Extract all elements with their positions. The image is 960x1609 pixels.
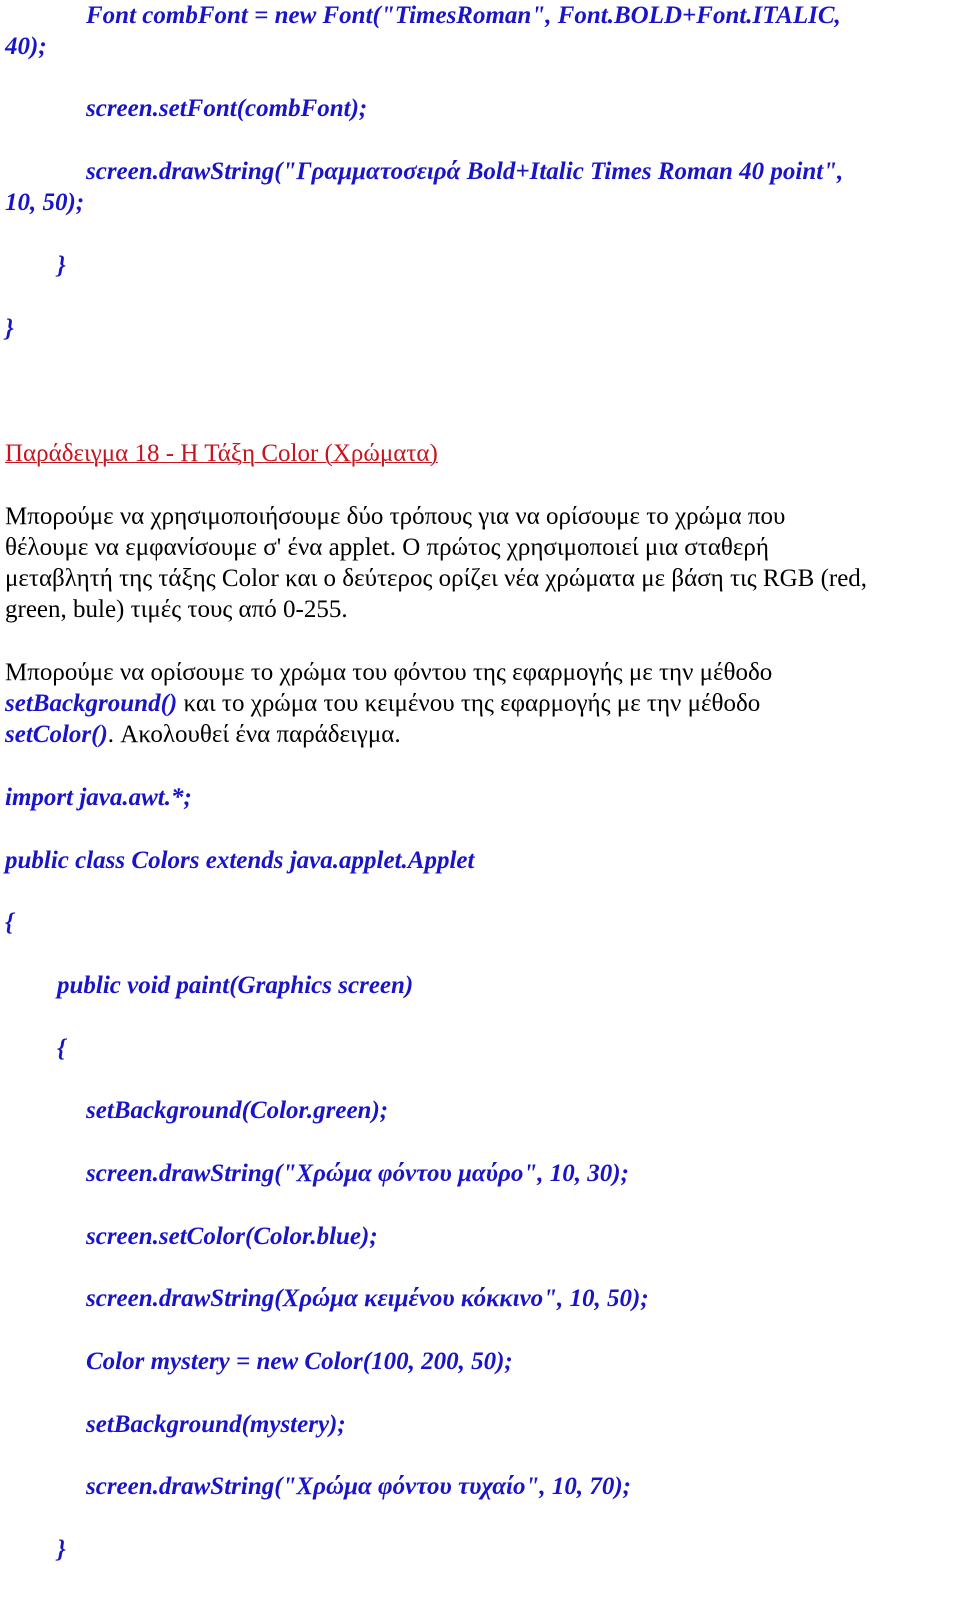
code-line: import java.awt.*;: [5, 784, 192, 811]
code-line: screen.drawString("Χρώμα φόντου τυχαίο", 10, 70);: [86, 1473, 632, 1500]
code-line: screen.drawString("Χρώμα φόντου μαύρο", 10, 30);: [86, 1160, 629, 1187]
code-line: screen.setFont(combFont);: [86, 95, 368, 122]
paragraph-line: μεταβλητή της τάξης Color και ο δεύτερος ορίζει νέα χρώματα με βάση τις RGB (red,: [5, 565, 868, 592]
code-line: setBackground(Color.green);: [86, 1097, 389, 1124]
paragraph-line: θέλουμε να εμφανίσουμε σ' ένα applet. Ο πρώτος χρησιμοποιεί μια σταθερή: [5, 534, 769, 561]
paragraph-line: [5, 688, 760, 719]
code-closing-brace: }: [57, 252, 66, 279]
method-name: setBackground(): [5, 690, 178, 717]
paragraph-line: Μπορούμε να χρησιμοποιήσουμε δύο τρόπους για να ορίσουμε το χρώμα που: [5, 503, 786, 530]
code-line: screen.drawString("Γραμματοσειρά Bold+Italic Times Roman 40 point",: [86, 158, 844, 185]
paragraph-line: Μπορούμε να ορίσουμε το χρώμα του φόντου της εφαρμογής με την μέθοδο: [5, 659, 773, 686]
paragraph-text: και το χρώμα του κειμένου της εφαρμογής με την μέθοδο: [177, 690, 761, 717]
code-line: 40);: [5, 33, 47, 60]
code-line: screen.drawString(Χρώμα κειμένου κόκκινο", 10, 50);: [86, 1285, 649, 1312]
code-closing-brace: }: [57, 1536, 66, 1563]
code-line: screen.setColor(Color.blue);: [86, 1223, 378, 1250]
code-line: setBackground(mystery);: [86, 1411, 346, 1438]
paragraph-line: green, bule) τιμές τους από 0-255.: [5, 596, 348, 623]
code-line: Color mystery = new Color(100, 200, 50);: [86, 1348, 513, 1375]
code-line: public class Colors extends java.applet.Applet: [5, 847, 475, 874]
code-opening-brace: {: [5, 909, 14, 936]
code-line: public void paint(Graphics screen): [57, 972, 414, 999]
code-opening-brace: {: [57, 1035, 66, 1062]
code-closing-brace: }: [5, 315, 14, 342]
paragraph-line: [5, 719, 401, 750]
paragraph-text: . Ακολουθεί ένα παράδειγμα.: [107, 721, 401, 748]
code-line: 10, 50);: [5, 189, 85, 216]
method-name: setColor(): [5, 721, 108, 748]
code-line: Font combFont = new Font("TimesRoman", Font.BOLD+Font.ITALIC,: [86, 2, 841, 29]
section-heading[interactable]: Παράδειγμα 18 - Η Τάξη Color (Χρώματα): [5, 440, 438, 467]
